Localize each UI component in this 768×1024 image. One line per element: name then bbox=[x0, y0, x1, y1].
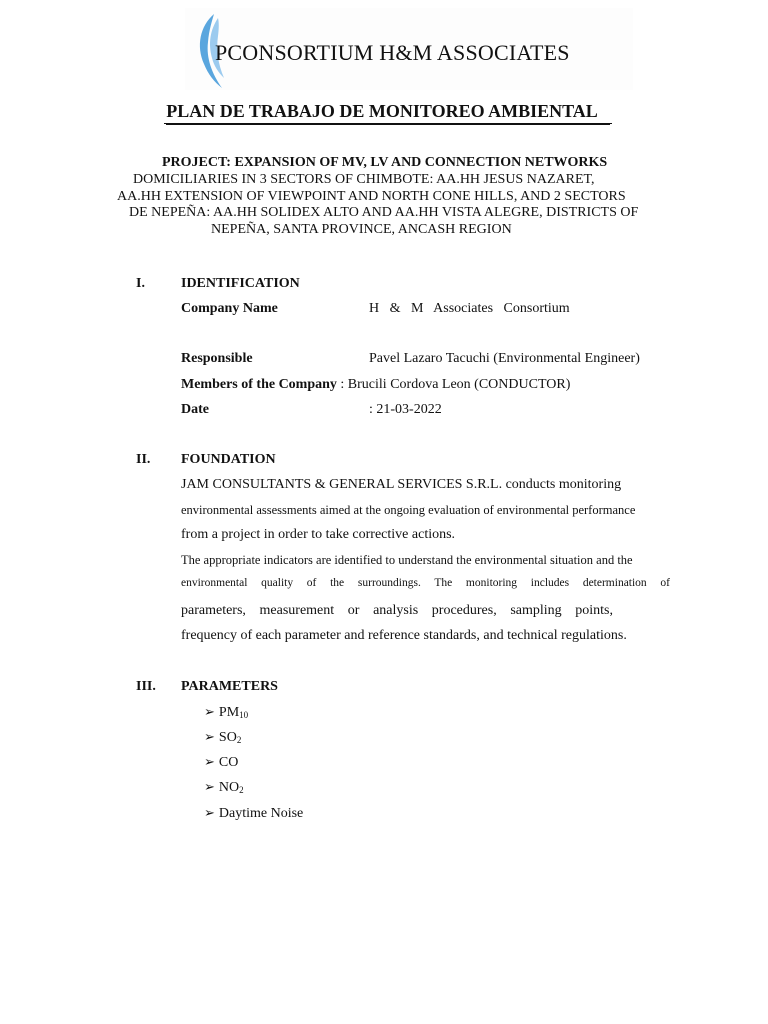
project-line-3: AA.HH EXTENSION OF VIEWPOINT AND NORTH CONE HILLS, AND 2 SECTORS bbox=[117, 189, 626, 204]
section-heading-identification: IDENTIFICATION bbox=[181, 276, 300, 291]
bullet-arrow-icon: ➢ bbox=[204, 705, 215, 720]
parameter-no-sub: 2 bbox=[239, 785, 244, 795]
foundation-line-6: parameters, measurement or analysis procedures, sampling points, bbox=[181, 603, 613, 618]
document-title bbox=[0, 101, 768, 122]
document-title-text: PLAN DE TRABAJO DE MONITOREO AMBIENTAL bbox=[164, 101, 612, 124]
section-number: II. bbox=[136, 452, 151, 467]
parameter-pm-sub: 10 bbox=[239, 710, 249, 720]
foundation-line-7: frequency of each parameter and reference standards, and technical regulations. bbox=[181, 628, 627, 643]
project-line-5: NEPEÑA, SANTA PROVINCE, ANCASH REGION bbox=[211, 222, 512, 237]
parameter-item bbox=[204, 806, 303, 822]
bullet-arrow-icon: ➢ bbox=[204, 730, 215, 745]
parameter-so-base: SO bbox=[218, 730, 237, 745]
foundation-line-4: The appropriate indicators are identified to understand the environmental situation and the bbox=[181, 553, 633, 567]
parameter-pm-base: PM bbox=[218, 705, 240, 720]
foundation-line-3: from a project in order to take corrective actions. bbox=[181, 527, 456, 542]
parameter-item bbox=[204, 780, 244, 796]
members-row bbox=[181, 377, 570, 393]
date-label: Date bbox=[181, 402, 209, 417]
section-number: III. bbox=[136, 679, 156, 694]
project-line-4: DE NEPEÑA: AA.HH SOLIDEX ALTO AND AA.HH VISTA ALEGRE, DISTRICTS OF bbox=[129, 205, 639, 220]
members-value: : Brucili Cordova Leon (CONDUCTOR) bbox=[336, 377, 571, 392]
logo-text: PCONSORTIUM H&M ASSOCIATES bbox=[215, 40, 570, 65]
parameter-co: CO bbox=[218, 755, 239, 770]
parameter-so-sub: 2 bbox=[236, 735, 242, 745]
foundation-line-5: environmental quality of the surroundings. The monitoring includes determination of bbox=[181, 577, 670, 589]
date-value: : 21-03-2022 bbox=[369, 402, 442, 417]
section-number: I. bbox=[136, 276, 145, 291]
parameter-item bbox=[204, 705, 248, 721]
parameter-item bbox=[204, 730, 241, 746]
company-name-label: Company Name bbox=[181, 301, 278, 316]
bullet-arrow-icon: ➢ bbox=[204, 780, 215, 795]
bullet-arrow-icon: ➢ bbox=[204, 755, 215, 770]
responsible-label: Responsible bbox=[181, 351, 253, 366]
section-heading-foundation: FOUNDATION bbox=[181, 452, 276, 467]
members-label: Members of the Company bbox=[181, 377, 337, 392]
responsible-value: Pavel Lazaro Tacuchi (Environmental Engineer) bbox=[369, 351, 640, 366]
parameter-noise: Daytime Noise bbox=[218, 806, 304, 821]
project-line-2: DOMICILIARIES IN 3 SECTORS OF CHIMBOTE: AA.HH JESUS NAZARET, bbox=[133, 172, 595, 187]
foundation-line-1: JAM CONSULTANTS & GENERAL SERVICES S.R.L. conducts monitoring bbox=[181, 477, 622, 492]
foundation-line-2: environmental assessments aimed at the ongoing evaluation of environmental performance bbox=[181, 503, 636, 517]
section-heading-parameters: PARAMETERS bbox=[181, 679, 278, 694]
bullet-arrow-icon: ➢ bbox=[204, 806, 215, 821]
parameter-item bbox=[204, 755, 238, 771]
parameter-no-base: NO bbox=[218, 780, 240, 795]
project-line-1: PROJECT: EXPANSION OF MV, LV AND CONNECTION NETWORKS bbox=[162, 155, 608, 170]
company-name-value: H & M Associates Consortium bbox=[369, 301, 570, 316]
